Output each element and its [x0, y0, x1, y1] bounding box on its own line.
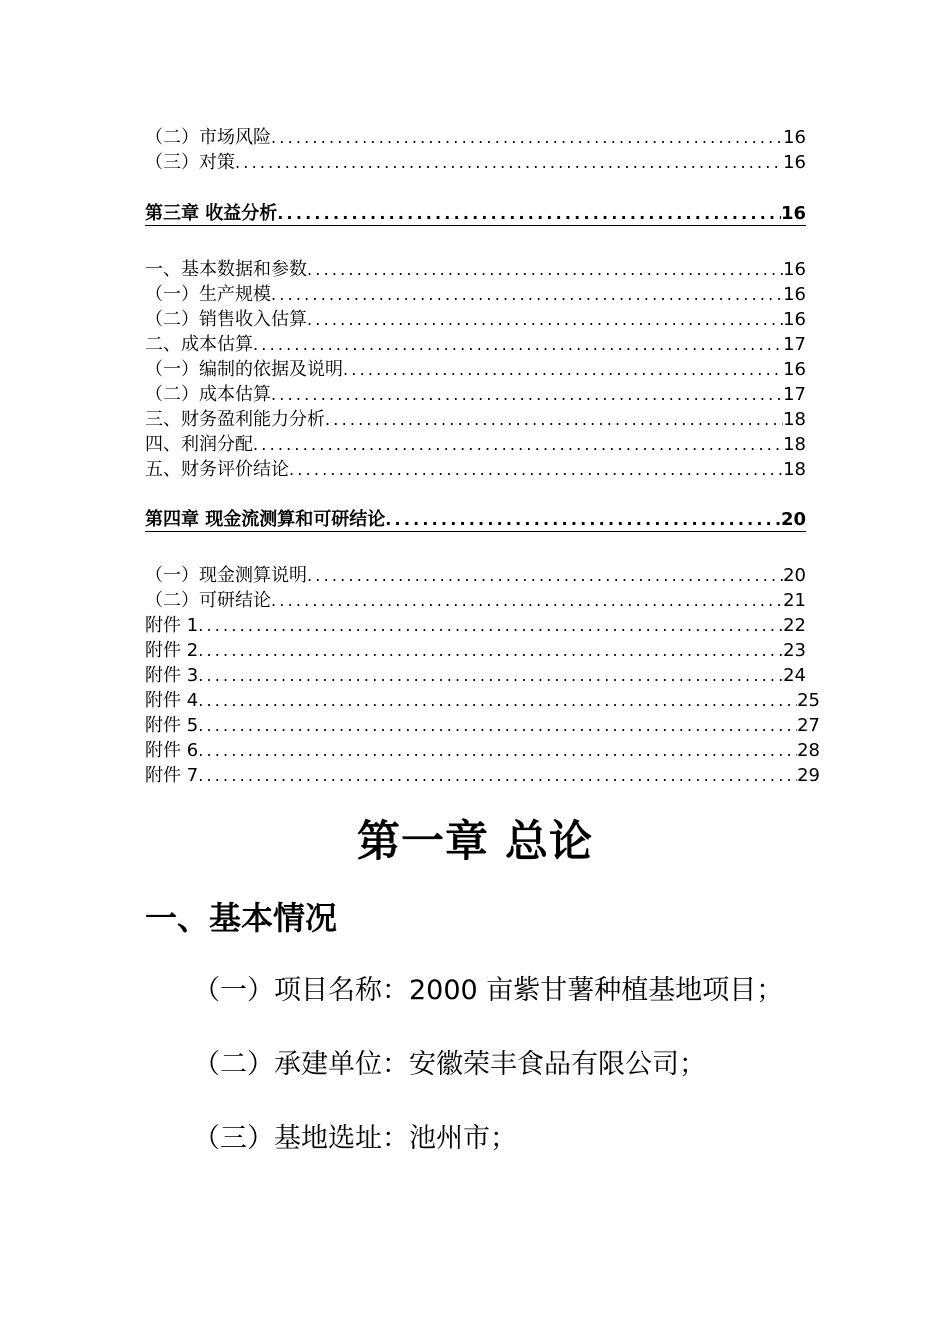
toc-entry-label: 第四章 现金流测算和可研结论: [145, 509, 386, 530]
toc-entry[interactable]: [145, 149, 806, 174]
toc-entry-page: 21: [783, 590, 806, 611]
toc-entry[interactable]: [145, 331, 806, 356]
toc-entry-label: （二）市场风险: [145, 127, 271, 148]
toc-leader-dots: [385, 509, 781, 531]
toc-entry-page: 20: [783, 565, 806, 586]
toc-entry[interactable]: [145, 637, 806, 662]
section-title: 一、基本情况: [145, 899, 338, 937]
toc-leader-dots: [198, 740, 797, 762]
toc-entry-page: 23: [783, 640, 806, 661]
toc-leader-dots: [271, 590, 783, 612]
toc-entry-label: 附件 5: [145, 715, 199, 736]
toc-leader-dots: [198, 615, 783, 637]
chapter-title: 第一章 总论: [357, 817, 593, 867]
toc-entry[interactable]: [145, 662, 806, 687]
toc-leader-dots: [198, 690, 797, 712]
site-location-line: （三）基地选址：池州市；: [193, 1123, 517, 1154]
toc-entry-label: 附件 7: [145, 765, 199, 786]
toc-leader-dots: [198, 765, 797, 787]
toc-leader-dots: [277, 203, 781, 225]
toc-entry-page: 16: [783, 359, 806, 380]
toc-entry[interactable]: [145, 737, 820, 762]
toc-entry-page: 18: [783, 434, 806, 455]
toc-entry-label: 附件 2: [145, 640, 199, 661]
toc-leader-dots: [271, 127, 783, 149]
toc-entry-label: （一）生产规模: [145, 284, 271, 305]
builder-line: （二）承建单位：安徽荣丰食品有限公司；: [193, 1049, 706, 1080]
toc-entry-page: 16: [783, 309, 806, 330]
toc-entry-page: 16: [783, 127, 806, 148]
toc-chapter-entry[interactable]: [145, 509, 806, 532]
toc-leader-dots: [307, 565, 783, 587]
toc-entry[interactable]: [145, 124, 806, 149]
toc-entry-page: 16: [783, 259, 806, 280]
toc-entry-page: 17: [783, 334, 806, 355]
toc-entry-label: （一）现金测算说明: [145, 565, 307, 586]
toc-entry[interactable]: [145, 306, 806, 331]
toc-entry-page: 24: [783, 665, 806, 686]
toc-entry-page: 18: [783, 459, 806, 480]
toc-entry-page: 20: [780, 509, 806, 530]
toc-leader-dots: [198, 640, 783, 662]
toc-entry-page: 25: [797, 690, 820, 711]
toc-leader-dots: [289, 459, 783, 481]
toc-entry[interactable]: [145, 431, 806, 456]
toc-leader-dots: [307, 309, 783, 331]
toc-entry-page: 28: [797, 740, 820, 761]
toc-chapter-entry[interactable]: [145, 203, 806, 226]
toc-entry[interactable]: [145, 687, 820, 712]
toc-leader-dots: [235, 152, 783, 174]
toc-entry[interactable]: [145, 381, 806, 406]
toc-entry-label: （二）可研结论: [145, 590, 271, 611]
toc-entry-label: 附件 6: [145, 740, 199, 761]
project-name-line: （一）项目名称：2000 亩紫甘薯种植基地项目；: [193, 975, 784, 1006]
toc-entry-page: 16: [783, 284, 806, 305]
toc-entry-label: 三、财务盈利能力分析: [145, 409, 325, 430]
toc-entry[interactable]: [145, 562, 806, 587]
toc-leader-dots: [253, 434, 783, 456]
toc-entry-page: 17: [783, 384, 806, 405]
toc-entry-label: 四、利润分配: [145, 434, 253, 455]
toc-entry-label: （二）成本估算: [145, 384, 271, 405]
toc-entry[interactable]: [145, 456, 806, 481]
toc-entry-label: （三）对策: [145, 152, 235, 173]
toc-leader-dots: [198, 715, 797, 737]
toc-leader-dots: [307, 259, 783, 281]
toc-leader-dots: [325, 409, 783, 431]
toc-leader-dots: [271, 384, 783, 406]
toc-entry-label: 五、财务评价结论: [145, 459, 289, 480]
toc-entry[interactable]: [145, 356, 806, 381]
toc-entry-page: 22: [783, 615, 806, 636]
toc-leader-dots: [271, 284, 783, 306]
toc-leader-dots: [343, 359, 783, 381]
toc-entry-page: 16: [783, 152, 806, 173]
toc-entry-label: （二）销售收入估算: [145, 309, 307, 330]
toc-entry-page: 27: [797, 715, 820, 736]
toc-entry-page: 29: [797, 765, 820, 786]
toc-entry-label: 一、基本数据和参数: [145, 259, 307, 280]
toc-entry[interactable]: [145, 281, 806, 306]
toc-entry[interactable]: [145, 256, 806, 281]
toc-entry-label: 附件 4: [145, 690, 199, 711]
toc-entry[interactable]: [145, 587, 806, 612]
toc-entry-label: 二、成本估算: [145, 334, 253, 355]
toc-entry-label: 第三章 收益分析: [145, 203, 278, 224]
toc-entry[interactable]: [145, 612, 806, 637]
toc-entry-label: 附件 1: [145, 615, 199, 636]
toc-entry-page: 16: [780, 203, 806, 224]
toc-entry[interactable]: [145, 762, 820, 787]
toc-leader-dots: [198, 665, 783, 687]
toc-entry-label: 附件 3: [145, 665, 199, 686]
toc-entry-page: 18: [783, 409, 806, 430]
toc-entry[interactable]: [145, 712, 820, 737]
toc-leader-dots: [253, 334, 783, 356]
toc-entry[interactable]: [145, 406, 806, 431]
toc-entry-label: （一）编制的依据及说明: [145, 359, 343, 380]
